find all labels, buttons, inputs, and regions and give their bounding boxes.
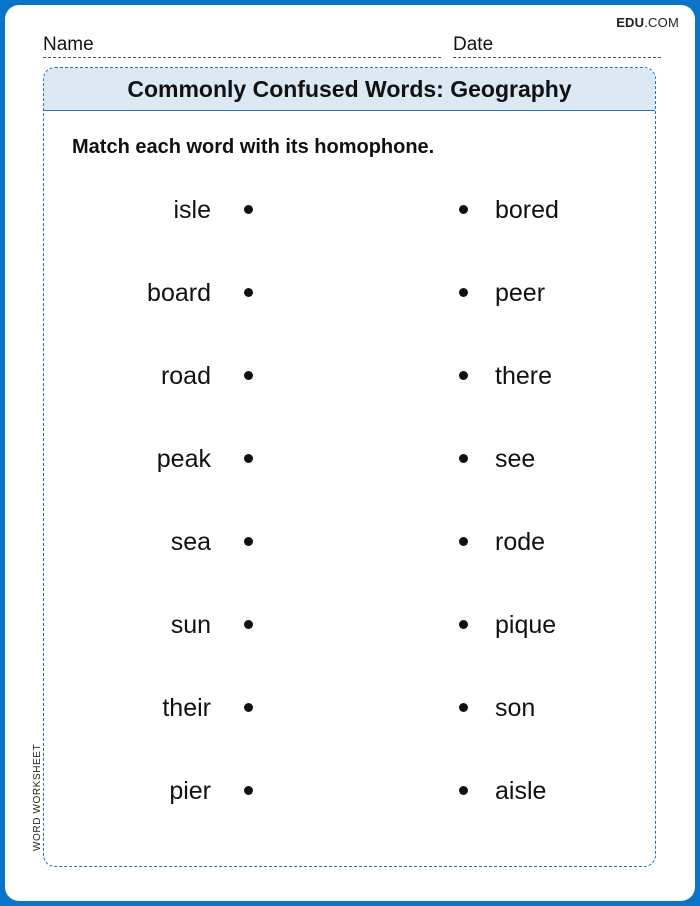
left-word: sea — [170, 528, 211, 556]
match-row — [44, 607, 655, 643]
right-word: bored — [495, 196, 559, 224]
match-row — [44, 524, 655, 560]
brand-logo — [616, 15, 679, 30]
match-row — [44, 192, 655, 228]
right-match-dot[interactable] — [459, 454, 468, 463]
name-field[interactable] — [43, 33, 441, 58]
right-match-dot[interactable] — [459, 620, 468, 629]
left-word: road — [160, 362, 211, 390]
left-match-dot[interactable] — [244, 620, 253, 629]
left-match-dot[interactable] — [244, 288, 253, 297]
right-word: pique — [495, 611, 557, 639]
left-match-dot[interactable] — [244, 537, 253, 546]
left-word: their — [162, 694, 211, 722]
left-match-dot[interactable] — [244, 371, 253, 380]
match-row — [44, 690, 655, 726]
left-match-dot[interactable] — [244, 205, 253, 214]
left-word: isle — [173, 196, 211, 224]
left-match-dot[interactable] — [244, 786, 253, 795]
right-word: rode — [495, 528, 546, 556]
brand-suffix: .COM — [644, 15, 679, 30]
right-match-dot[interactable] — [459, 703, 468, 712]
right-match-dot[interactable] — [459, 537, 468, 546]
date-label: Date — [453, 34, 494, 55]
match-row — [44, 773, 655, 809]
match-row — [44, 441, 655, 477]
right-match-dot[interactable] — [459, 205, 468, 214]
right-match-dot[interactable] — [459, 786, 468, 795]
left-match-dot[interactable] — [244, 703, 253, 712]
worksheet-box — [43, 67, 656, 867]
right-word: aisle — [495, 777, 547, 805]
title-bar — [44, 68, 655, 111]
left-word: sun — [170, 611, 211, 639]
left-word: peak — [156, 445, 211, 473]
instructions: Match each word with its homophone. — [72, 136, 435, 158]
right-word: see — [495, 445, 536, 473]
right-match-dot[interactable] — [459, 288, 468, 297]
right-word: peer — [495, 279, 546, 307]
name-label: Name — [43, 34, 94, 55]
left-match-dot[interactable] — [244, 454, 253, 463]
date-field[interactable] — [453, 33, 661, 58]
left-word: board — [147, 279, 211, 307]
brand-prefix: EDU — [616, 15, 645, 30]
right-match-dot[interactable] — [459, 371, 468, 380]
match-row — [44, 275, 655, 311]
side-label: WORD WORKSHEET — [32, 743, 43, 851]
right-word: there — [495, 362, 552, 390]
match-row — [44, 358, 655, 394]
worksheet-title: Commonly Confused Words: Geography — [127, 75, 572, 102]
left-word: pier — [169, 777, 211, 805]
right-word: son — [495, 694, 536, 722]
worksheet-page — [5, 5, 695, 901]
